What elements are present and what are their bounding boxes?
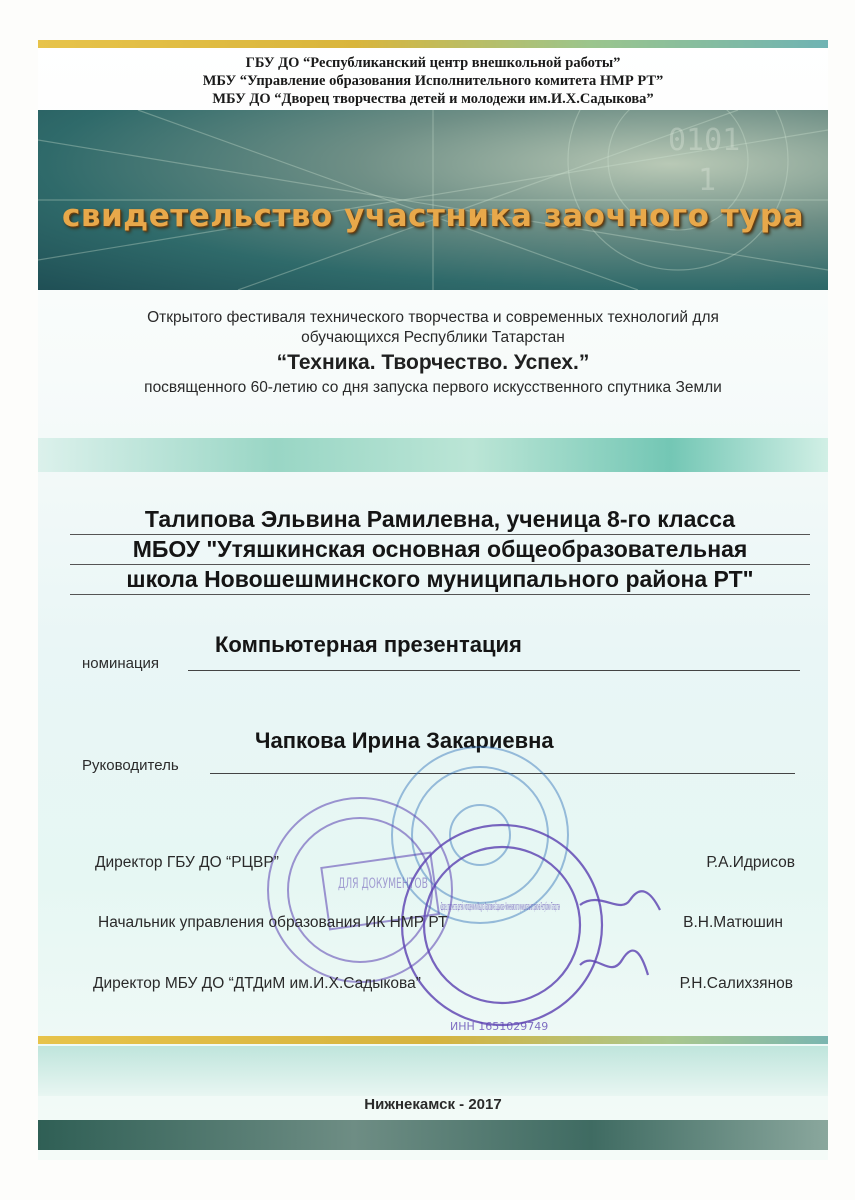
issuer-line: МБУ “Управление образования Исполнительного комитета НМР РТ”	[202, 73, 664, 89]
svg-text:1: 1	[698, 163, 717, 198]
stamp-text: «Дворец творчества детей и молодежи им.Ильдуса Харисовича Садыкова» Нижнекамского муниципального района Республики Татарстан	[440, 900, 560, 913]
official-stamps	[250, 740, 690, 1070]
issuers-header	[38, 54, 828, 108]
supervisor-label: Руководитель	[82, 757, 179, 774]
issuer-line: ГБУ ДО “Республиканский центр внешкольной работы”	[245, 55, 621, 71]
signatory-title: Директор МБУ ДО “ДТДиМ им.И.Х.Садыкова”	[93, 975, 421, 992]
nomination-label: номинация	[82, 655, 160, 672]
festival-line: посвященного 60-летию со дня запуска первого искусственного спутника Земли	[144, 379, 722, 396]
certificate-title: свидетельство участника заочного тура	[61, 198, 805, 234]
recipient-name: Талипова Эльвина Рамилевна, ученица 8-го класса	[70, 505, 810, 535]
festival-description	[38, 308, 828, 398]
issuer-line: МБУ ДО “Дворец творчества детей и молодежи им.И.Х.Садыкова”	[212, 91, 654, 107]
bottom-decorative-band	[38, 1046, 828, 1096]
festival-line: обучающихся Республики Татарстан	[301, 329, 565, 346]
signatory-title: Директор ГБУ ДО “РЦВР”	[95, 854, 279, 871]
supervisor-value: Чапкова Ирина Закариевна	[255, 728, 554, 753]
decorative-band	[38, 438, 828, 472]
signature-row	[98, 914, 783, 932]
recipient-block	[70, 505, 810, 595]
signature-row	[93, 975, 793, 993]
recipient-school: МБОУ "Утяшкинская основная общеобразовательная	[70, 535, 810, 565]
footer-band	[38, 1120, 828, 1150]
stamp-doc-text: ДЛЯ ДОКУМЕНТОВ	[338, 876, 428, 892]
signatory-title: Начальник управления образования ИК НМР РТ	[98, 914, 448, 931]
top-stripe	[38, 40, 828, 48]
svg-text:0101: 0101	[668, 123, 741, 158]
signature-row	[95, 854, 795, 872]
stamp-inn: ИНН 1651029749	[450, 1020, 549, 1033]
signatory-name: Р.А.Идрисов	[706, 854, 795, 871]
festival-motto: “Техника. Творчество. Успех.”	[276, 351, 590, 374]
nomination-underline	[188, 670, 800, 671]
signatory-name: В.Н.Матюшин	[683, 914, 783, 931]
nomination-value: Компьютерная презентация	[215, 632, 522, 657]
recipient-school: школа Новошешминского муниципального района РТ"	[70, 565, 810, 595]
festival-line: Открытого фестиваля технического творчества и современных технологий для	[147, 309, 719, 326]
signatory-name: Р.Н.Салихзянов	[679, 975, 793, 992]
city-year: Нижнекамск - 2017	[364, 1096, 502, 1113]
title-banner	[38, 110, 828, 290]
bottom-stripe	[38, 1036, 828, 1044]
